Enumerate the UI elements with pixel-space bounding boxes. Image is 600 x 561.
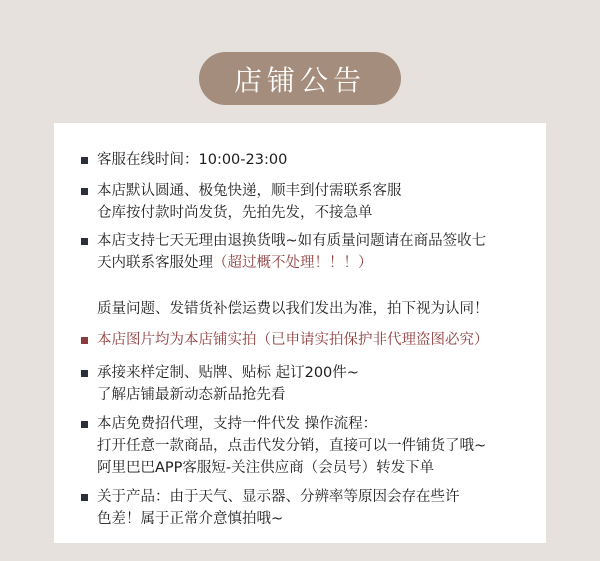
shipping-text-line-1: 本店默认圆通、极兔快递，顺丰到付需联系客服 (97, 183, 402, 199)
customization-text-line-2: 了解店铺最新动态新品抢先看 (97, 387, 286, 403)
bullet-icon (81, 370, 88, 377)
returns-text-main: 天内联系客服处理 (97, 255, 213, 271)
bullet-icon (81, 337, 88, 344)
service-hours-text: 客服在线时间：10:00-23:00 (97, 152, 288, 168)
agent-text-line-1: 本店免费招代理，支持一件代发 操作流程： (97, 416, 378, 432)
agent-text-line-2: 打开任意一款商品，点击代发分销，直接可以一件铺货了哦~ (97, 438, 487, 454)
shipping-text-line-2: 仓库按付款时尚发货，先拍先发，不接急单 (97, 205, 373, 221)
page-title: 店铺公告 (199, 52, 401, 105)
bullet-icon (81, 421, 88, 428)
bullet-icon (81, 494, 88, 501)
bullet-icon (81, 188, 88, 195)
quality-policy-text: 质量问题、发错货补偿运费以我们发出为准，拍下视为认同！ (97, 301, 489, 317)
returns-text-line-2 (97, 252, 373, 274)
photo-notice-text: 本店图片均为本店铺实拍（已申请实拍保护非代理盗图必究） (97, 332, 489, 348)
product-text-line-2: 色差！属于正常介意慎拍哦~ (97, 511, 284, 527)
bullet-icon (81, 157, 88, 164)
customization-text-line-1: 承接来样定制、贴牌、贴标 起订200件~ (97, 365, 359, 381)
returns-text-line-1: 本店支持七天无理由退换货哦~如有质量问题请在商品签收七 (97, 233, 487, 249)
bullet-icon (81, 238, 88, 245)
product-text-line-1: 关于产品：由于天气、显示器、分辨率等原因会存在些许 (97, 489, 460, 505)
agent-text-line-3: 阿里巴巴APP客服短-关注供应商（会员号）转发下单 (97, 460, 435, 476)
returns-warning-text: （超过概不处理！！！） (213, 255, 373, 271)
